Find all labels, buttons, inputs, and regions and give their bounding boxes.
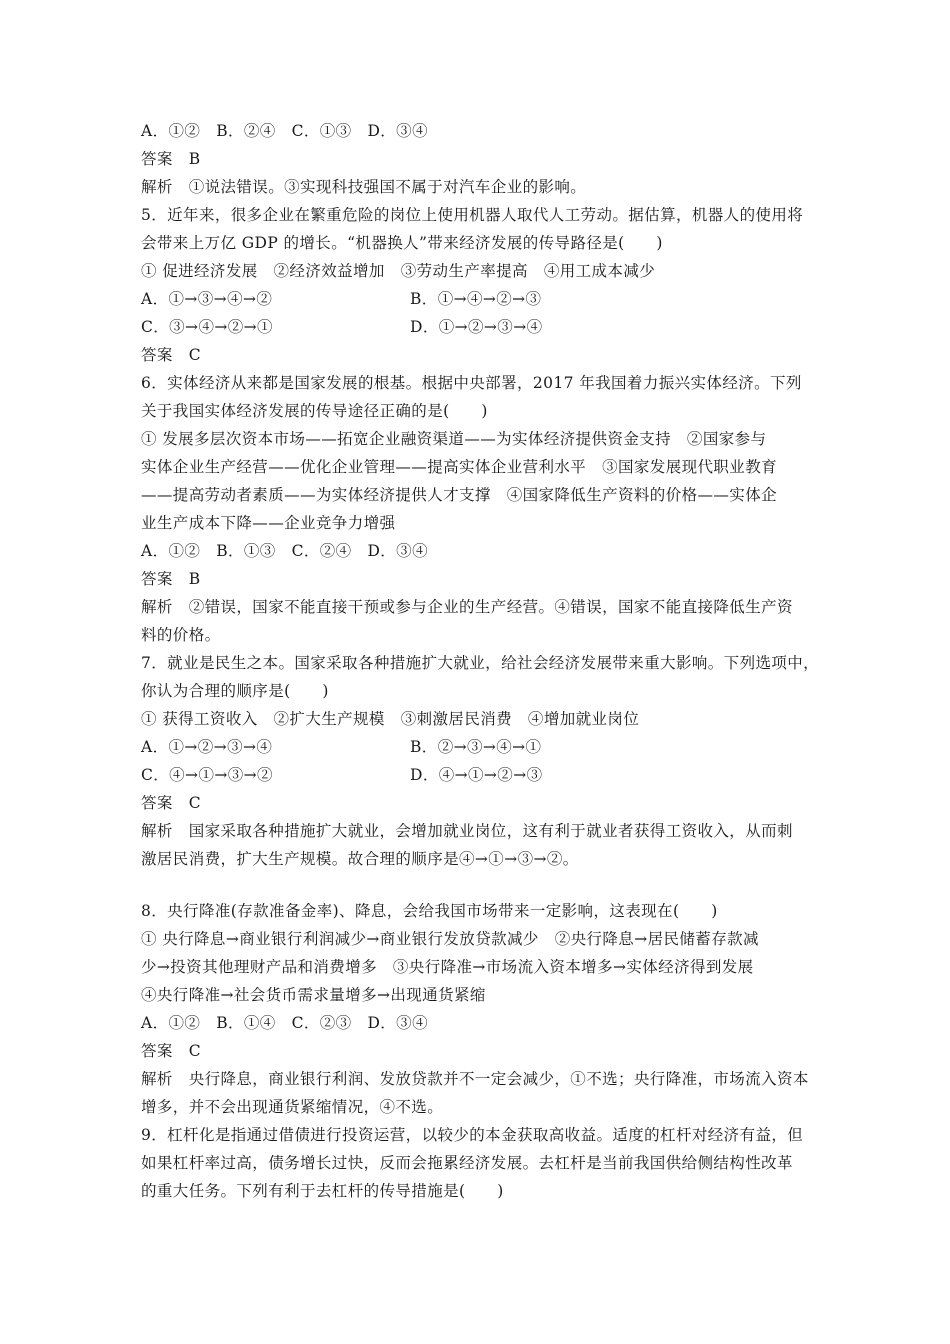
q5-option-c: C．③→④→②→① xyxy=(141,318,273,336)
q6-analysis-line-1: 解析 ②错误，国家不能直接干预或参与企业的生产经营。④错误，国家不能直接降低生产资 xyxy=(141,598,793,616)
q6-items-line-1: ① 发展多层次资本市场——拓宽企业融资渠道——为实体经济提供资金支持 ②国家参与 xyxy=(141,430,767,448)
q5-option-b: B．①→④→②→③ xyxy=(410,290,542,308)
q7-options-row-1 xyxy=(141,737,542,757)
q8-answer: 答案 C xyxy=(141,1042,201,1060)
q7-option-a: A．①→②→③→④ xyxy=(141,738,273,756)
q4-analysis: 解析 ①说法错误。③实现科技强国不属于对汽车企业的影响。 xyxy=(141,178,587,196)
q6-items-line-2: 实体企业生产经营——优化企业管理——提高实体企业营利水平 ③国家发展现代职业教育 xyxy=(141,458,778,476)
q5-stem-line-2: 会带来上万亿 GDP 的增长。“机器换人”带来经济发展的传导路径是( ) xyxy=(141,234,663,252)
q7-analysis-line-2: 激居民消费，扩大生产规模。故合理的顺序是④→①→③→②。 xyxy=(141,850,579,868)
q7-answer: 答案 C xyxy=(141,794,201,812)
q8-items-line-1: ① 央行降息→商业银行利润减少→商业银行发放贷款减少 ②央行降息→居民储蓄存款减 xyxy=(141,930,759,948)
q5-options-row-2 xyxy=(141,317,543,337)
q8-items-line-2: 少→投资其他理财产品和消费增多 ③央行降准→市场流入资本增多→实体经济得到发展 xyxy=(141,958,754,976)
q8-options: A．①② B．①④ C．②③ D．③④ xyxy=(141,1014,428,1032)
q5-items: ① 促进经济发展 ②经济效益增加 ③劳动生产率提高 ④用工成本减少 xyxy=(141,262,656,280)
q7-option-c: C．④→①→③→② xyxy=(141,766,273,784)
q7-option-b: B．②→③→④→① xyxy=(410,738,542,756)
q5-option-a: A．①→③→④→② xyxy=(141,290,273,308)
q7-analysis-line-1: 解析 国家采取各种措施扩大就业，会增加就业岗位，这有利于就业者获得工资收入，从而刺 xyxy=(141,822,793,840)
q5-options-row-1 xyxy=(141,289,542,309)
q6-stem-line-1: 6．实体经济从来都是国家发展的根基。根据中央部署，2017 年我国着力振兴实体经济。下列 xyxy=(141,374,802,392)
q6-items-line-4: 业生产成本下降——企业竞争力增强 xyxy=(141,514,396,532)
q6-answer: 答案 B xyxy=(141,570,201,588)
q4-options: A．①② B．②④ C．①③ D．③④ xyxy=(141,122,428,140)
q8-stem: 8．央行降准(存款准备金率)、降息，会给我国市场带来一定影响，这表现在( ) xyxy=(141,902,718,920)
q8-items-line-3: ④央行降准→社会货币需求量增多→出现通货紧缩 xyxy=(141,986,486,1004)
q9-stem-line-2: 如果杠杆率过高，债务增长过快，反而会拖累经济发展。去杠杆是当前我国供给侧结构性改革 xyxy=(141,1154,793,1172)
q7-options-row-2 xyxy=(141,765,543,785)
q7-items: ① 获得工资收入 ②扩大生产规模 ③刺激居民消费 ④增加就业岗位 xyxy=(141,710,640,728)
q4-answer: 答案 B xyxy=(141,150,201,168)
q6-options: A．①② B．①③ C．②④ D．③④ xyxy=(141,542,428,560)
q5-answer: 答案 C xyxy=(141,346,201,364)
q8-analysis-line-2: 增多，并不会出现通货紧缩情况，④不选。 xyxy=(141,1098,444,1116)
q8-analysis-line-1: 解析 央行降息，商业银行利润、发放贷款并不一定会减少，①不选；央行降准，市场流入资本 xyxy=(141,1070,809,1088)
q6-analysis-line-2: 料的价格。 xyxy=(141,626,221,644)
q5-option-d: D．①→②→③→④ xyxy=(410,318,543,336)
q6-stem-line-2: 关于我国实体经济发展的传导途径正确的是( ) xyxy=(141,402,488,420)
q7-option-d: D．④→①→②→③ xyxy=(410,766,543,784)
q9-stem-line-1: 9．杠杆化是指通过借债进行投资运营，以较少的本金获取高收益。适度的杠杆对经济有益，但 xyxy=(141,1126,804,1144)
q7-stem-line-2: 你认为合理的顺序是( ) xyxy=(141,682,329,700)
q9-stem-line-3: 的重大任务。下列有利于去杠杆的传导措施是( ) xyxy=(141,1182,504,1200)
q5-stem-line-1: 5．近年来，很多企业在繁重危险的岗位上使用机器人取代人工劳动。据估算，机器人的使用将 xyxy=(141,206,804,224)
q7-stem-line-1: 7．就业是民生之本。国家采取各种措施扩大就业，给社会经济发展带来重大影响。下列选项中， xyxy=(141,654,820,672)
q6-items-line-3: ——提高劳动者素质——为实体经济提供人才支撑 ④国家降低生产资料的价格——实体企 xyxy=(141,486,778,504)
